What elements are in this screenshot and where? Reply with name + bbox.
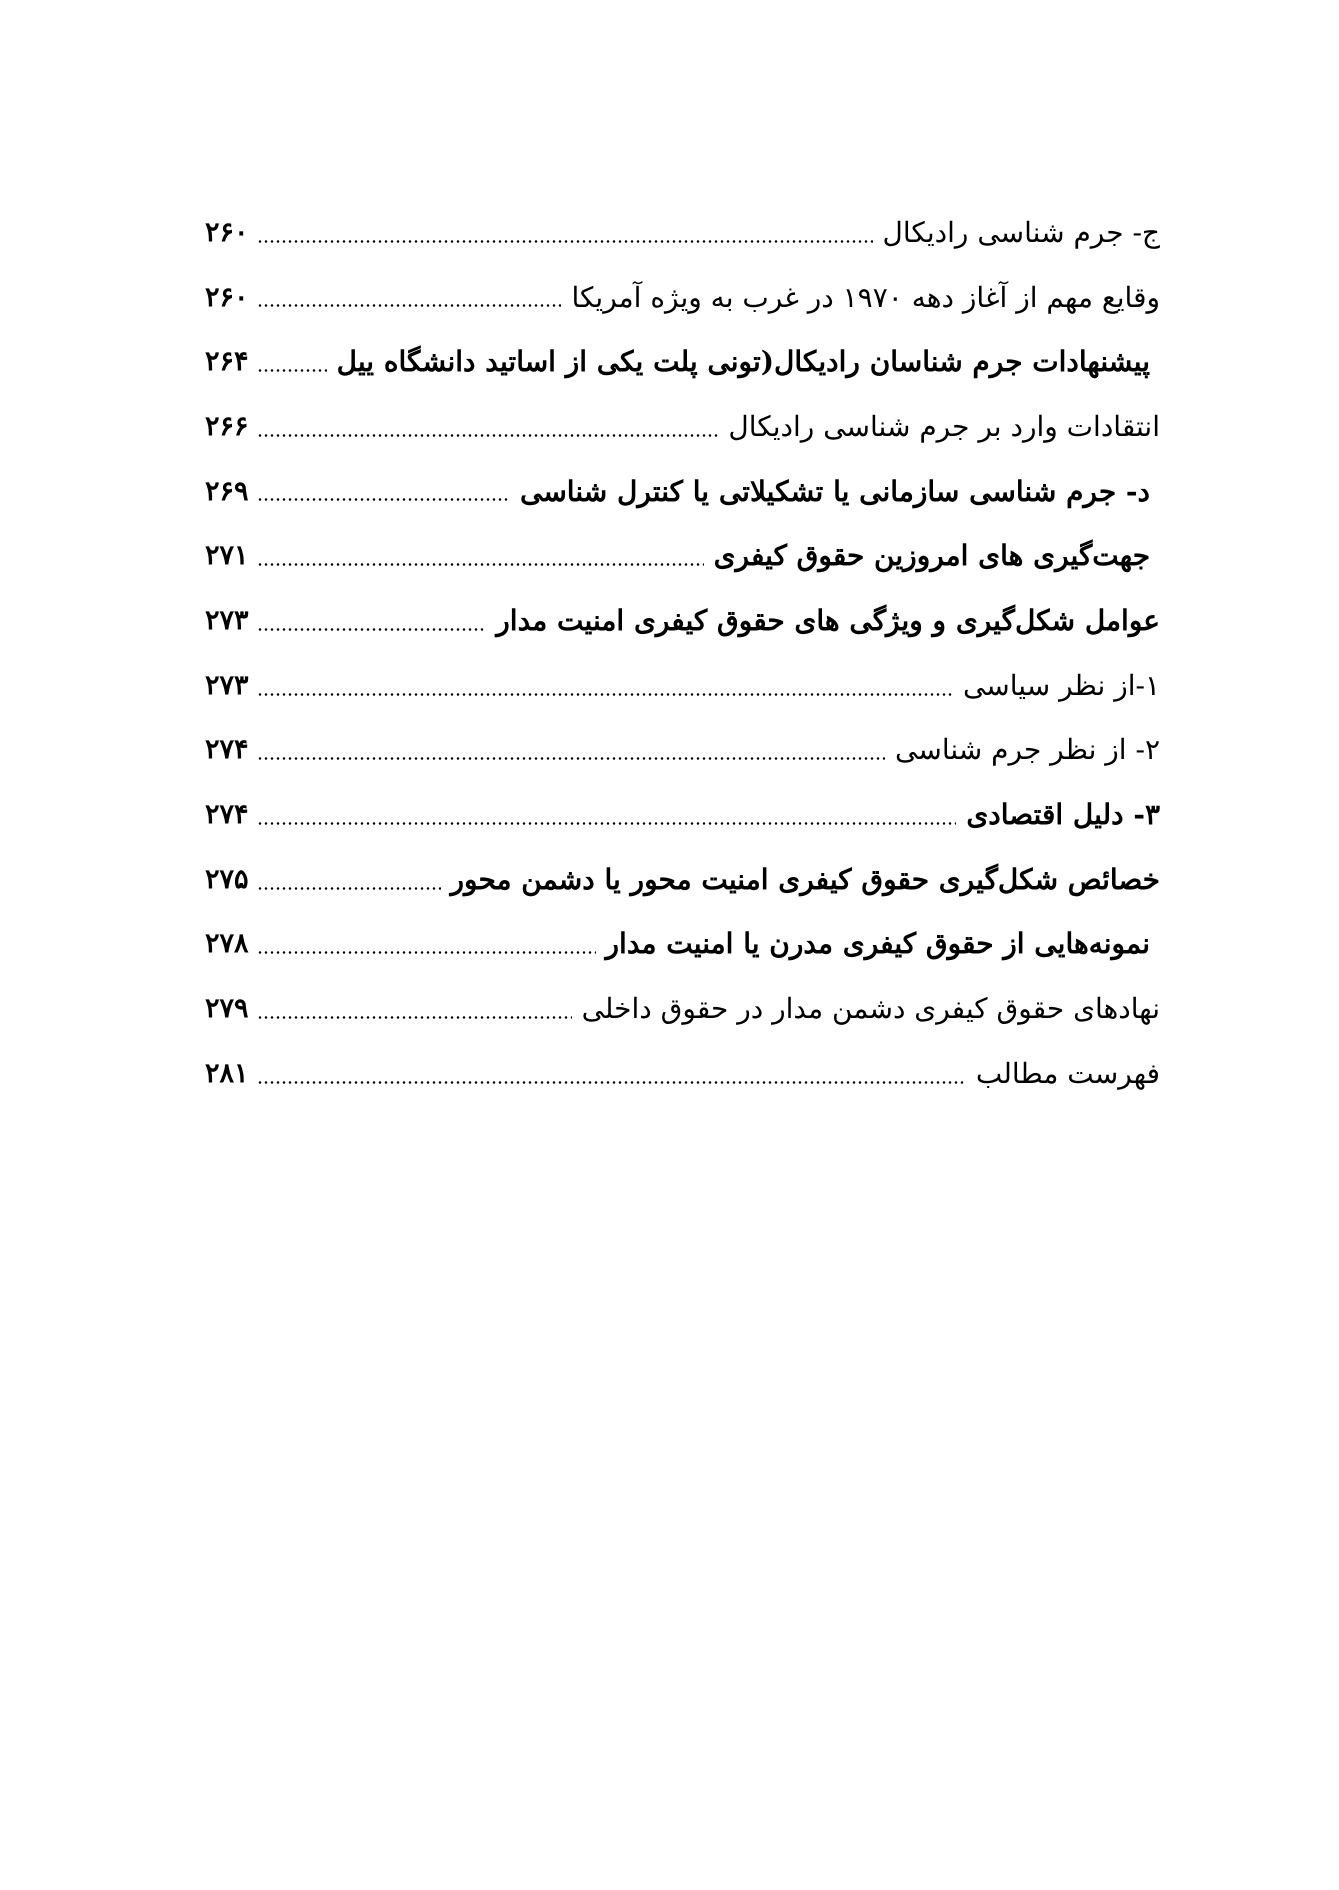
toc-entry[interactable] xyxy=(205,523,1160,588)
toc-page-number: ۲۶۰ xyxy=(205,216,249,248)
toc-entry-title: انتقادات وارد بر جرم شناسی رادیکال xyxy=(728,409,1160,443)
toc-entry-title: د- جرم شناسی سازمانی یا تشکیلاتی یا کنترل شناسی xyxy=(519,474,1150,508)
toc-entry-title: نمونه‌هایی از حقوق کیفری مدرن یا امنیت مدار xyxy=(605,927,1150,961)
toc-dot-leader xyxy=(257,304,562,307)
toc-page-number: ۲۶۰ xyxy=(205,281,249,313)
toc-entry-title: فهرست مطالب xyxy=(975,1056,1160,1090)
toc-entry[interactable] xyxy=(205,718,1160,783)
toc-entry-title: نهادهای حقوق کیفری دشمن مدار در حقوق داخلی xyxy=(581,992,1160,1026)
toc-entry[interactable] xyxy=(205,653,1160,718)
toc-entry-title: پیشنهادات جرم شناسان رادیکال(تونی پلت یکی از اساتید دانشگاه ییل xyxy=(336,345,1150,379)
toc-dot-leader xyxy=(257,822,957,825)
toc-dot-leader xyxy=(257,434,719,437)
toc-entry[interactable] xyxy=(205,265,1160,330)
toc-dot-leader xyxy=(257,369,327,372)
toc-page-number: ۲۸۱ xyxy=(205,1057,249,1089)
toc-page-number: ۲۶۴ xyxy=(205,346,249,378)
toc-page-number: ۲۶۶ xyxy=(205,410,249,442)
table-of-contents xyxy=(205,200,1160,1106)
toc-entry-title: خصائص شکل‌گیری حقوق کیفری امنیت محور یا دشمن محور xyxy=(450,862,1160,896)
toc-entry-title: ۱-از نظر سیاسی xyxy=(962,668,1160,702)
toc-entry-title: وقایع مهم از آغاز دهه ۱۹۷۰ در غرب به ویژه آمریکا xyxy=(571,280,1160,314)
toc-dot-leader xyxy=(257,498,510,501)
toc-entry[interactable] xyxy=(205,847,1160,912)
toc-entry-title: جهت‌گیری های امروزین حقوق کیفری xyxy=(713,539,1150,573)
toc-dot-leader xyxy=(257,951,596,954)
toc-entry[interactable] xyxy=(205,1041,1160,1106)
toc-dot-leader xyxy=(257,887,441,890)
toc-page-number: ۲۷۵ xyxy=(205,863,249,895)
toc-entry-title: عوامل شکل‌گیری و ویژگی های حقوق کیفری امنیت مدار xyxy=(496,603,1160,637)
toc-entry-title: ج- جرم شناسی رادیکال xyxy=(882,215,1160,249)
toc-entry[interactable] xyxy=(205,782,1160,847)
toc-entry[interactable] xyxy=(205,588,1160,653)
toc-page-number: ۲۶۹ xyxy=(205,475,249,507)
toc-dot-leader xyxy=(257,693,953,696)
toc-page-number: ۲۷۴ xyxy=(205,734,249,766)
toc-page-number: ۲۷۳ xyxy=(205,669,249,701)
toc-entry[interactable] xyxy=(205,394,1160,459)
toc-entry-title: ۲- از نظر جرم شناسی xyxy=(895,733,1160,767)
toc-entry[interactable] xyxy=(205,912,1160,977)
toc-dot-leader xyxy=(257,628,487,631)
toc-entry-title: ۳- دلیل اقتصادی xyxy=(966,798,1160,832)
toc-entry[interactable] xyxy=(205,976,1160,1041)
toc-dot-leader xyxy=(257,757,886,760)
toc-page-number: ۲۷۸ xyxy=(205,928,249,960)
toc-page-number: ۲۷۱ xyxy=(205,540,249,572)
toc-entry[interactable] xyxy=(205,200,1160,265)
toc-dot-leader xyxy=(257,1081,966,1084)
toc-entry[interactable] xyxy=(205,329,1160,394)
toc-dot-leader xyxy=(257,240,873,243)
toc-page-number: ۲۷۳ xyxy=(205,604,249,636)
toc-entry[interactable] xyxy=(205,459,1160,524)
toc-page-number: ۲۷۴ xyxy=(205,799,249,831)
toc-page-number: ۲۷۹ xyxy=(205,993,249,1025)
toc-dot-leader xyxy=(257,563,704,566)
toc-dot-leader xyxy=(257,1016,572,1019)
